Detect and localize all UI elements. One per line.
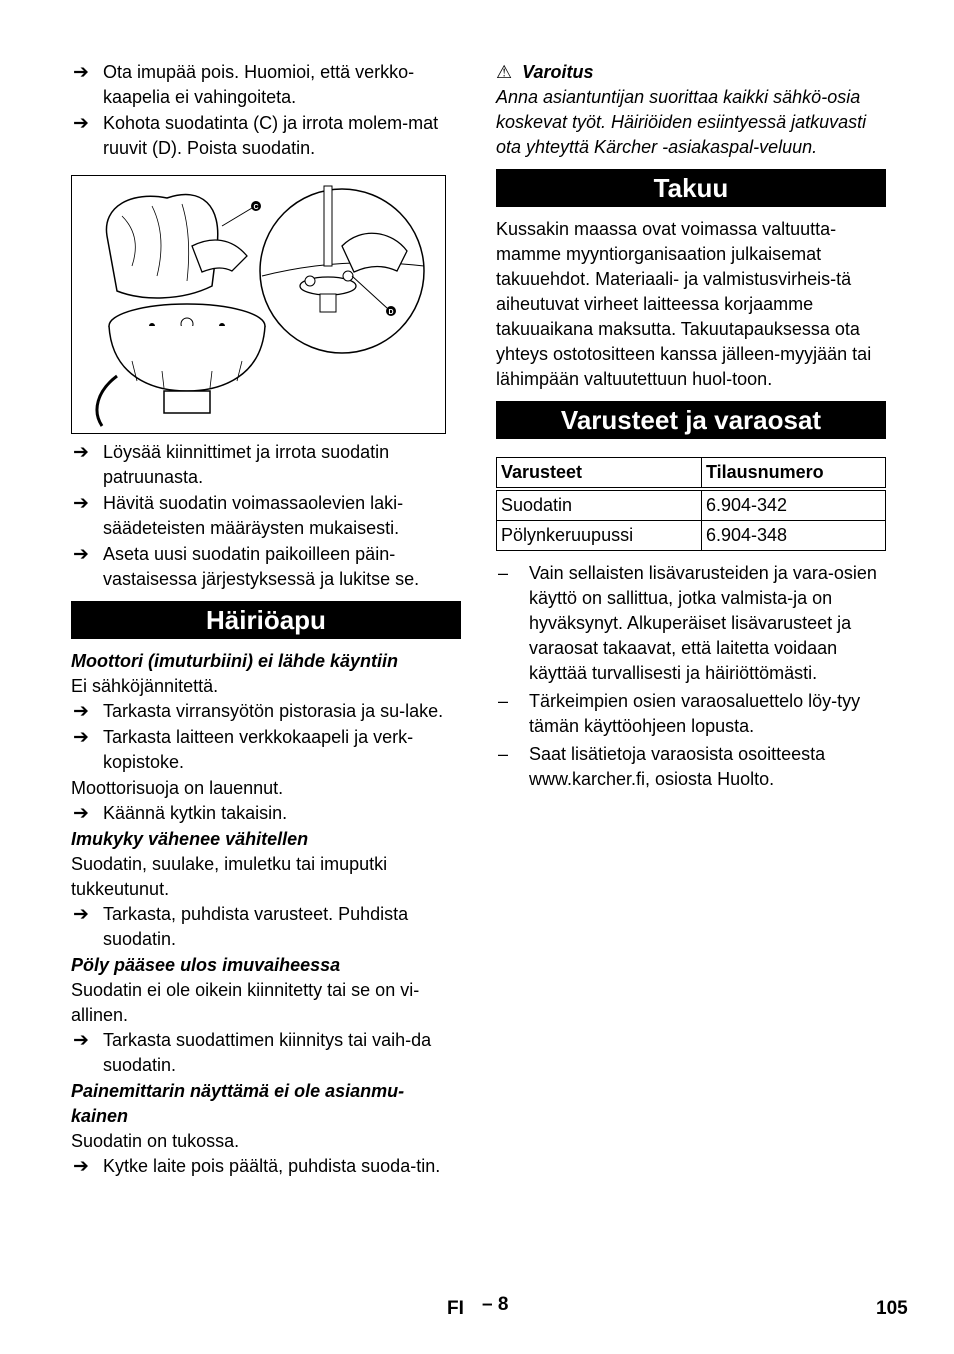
dash-bullet: – (498, 563, 509, 583)
dash-bullet: – (498, 691, 509, 711)
fault-cause: Suodatin on tukossa. (71, 1131, 240, 1151)
instruction-step: ➔ Kohota suodatinta (C) ja irrota molem-mat ruuvit (D). Poista suodatin. (73, 113, 439, 158)
table-cell: Pölynkeruupussi (497, 521, 702, 551)
footer-language: FI (447, 1298, 464, 1319)
table-header-row (497, 458, 886, 488)
left-column (71, 60, 461, 1180)
arrow-icon: ➔ (73, 803, 89, 824)
section-title-varusteet: Varusteet ja varaosat (496, 401, 886, 439)
table-cell: 6.904-348 (701, 521, 885, 551)
warranty-text: Kussakin maassa ovat voimassa valtuutta-mamme myyntiorganisaation julkaisemat takuuehdot. Materiaali- ja valmistusvirheis-tä aiheutuvat virheet laitteessa korjaamme takuuaikana maksutta. Takuutapauksessa ota yhteys ostotositteen kanssa jälleen-myyjään tai lähimpään valtuutettuun huol-toon. (496, 219, 872, 389)
arrow-icon: ➔ (73, 727, 89, 748)
filter-removal-illustration (71, 175, 446, 434)
fault-heading: Painemittarin näyttämä ei ole asianmu-kainen (71, 1081, 405, 1126)
remedy-step: ➔ Kytke laite pois päältä, puhdista suoda-tin. (73, 1156, 441, 1177)
warning-triangle-icon: ⚠ (496, 62, 513, 82)
instruction-step: ➔ Ota imupää pois. Huomioi, että verkko-kaapelia ei vahingoiteta. (73, 62, 415, 107)
remedy-step: ➔ Tarkasta suodattimen kiinnitys tai vaih-da suodatin. (73, 1030, 432, 1075)
fault-heading: Imukyky vähenee vähitellen (71, 829, 309, 849)
table-cell: Suodatin (497, 491, 702, 521)
footer-page-number: 105 (876, 1298, 908, 1319)
remedy-step: ➔ Tarkasta, puhdista varusteet. Puhdista suodatin. (73, 904, 409, 949)
arrow-icon: ➔ (73, 701, 89, 722)
remedy-step: ➔ Tarkasta virransyötön pistorasia ja su-lake. (73, 701, 444, 722)
remedy-step: ➔ Tarkasta laitteen verkkokaapeli ja verk-kopistoke. (73, 727, 414, 772)
arrow-icon: ➔ (73, 113, 89, 134)
section-title-takuu: Takuu (496, 169, 886, 207)
arrow-icon: ➔ (73, 62, 89, 83)
callout-label-c: C (253, 204, 259, 211)
list-item: – Saat lisätietoja varaosista osoitteesta www.karcher.fi, osiosta Huolto. (498, 744, 826, 789)
table-cell: 6.904-342 (701, 491, 885, 521)
warning-text: Anna asiantuntijan suorittaa kaikki sähkö-osia koskevat työt. Häiriöiden esiintyessä jatkuvasti ota yhteyttä Kärcher -asiakaspal-veluun. (496, 87, 867, 157)
instruction-step: ➔ Löysää kiinnittimet ja irrota suodatin patruunasta. (73, 442, 390, 487)
fault-cause: Suodatin, suulake, imuletku tai imuputki tukkeutunut. (71, 854, 388, 899)
table-row (497, 521, 886, 551)
filter-illustration-svg (72, 176, 445, 433)
arrow-icon: ➔ (73, 904, 89, 925)
remedy-step: ➔ Käännä kytkin takaisin. (73, 803, 288, 824)
instruction-step: ➔ Aseta uusi suodatin paikoilleen päin-vastaisessa järjestyksessä ja lukitse se. (73, 544, 420, 589)
footer-local-page: – 8 (482, 1294, 509, 1315)
arrow-icon: ➔ (73, 442, 89, 463)
table-row (497, 491, 886, 521)
arrow-icon: ➔ (73, 493, 89, 514)
right-column (496, 60, 886, 795)
fault-cause: Ei sähköjännitettä. (71, 676, 219, 696)
callout-label-d: D (388, 309, 394, 316)
table-header-cell: Varusteet (497, 458, 702, 488)
warning-heading: ⚠ Varoitus (496, 62, 594, 82)
table-header-cell: Tilausnumero (701, 458, 885, 488)
arrow-icon: ➔ (73, 1156, 89, 1177)
section-title-hairioapu: Häiriöapu (71, 601, 461, 639)
parts-table (496, 457, 886, 551)
arrow-icon: ➔ (73, 544, 89, 565)
fault-cause: Suodatin ei ole oikein kiinnitetty tai se on vi-allinen. (71, 980, 420, 1025)
list-item: – Tärkeimpien osien varaosaluettelo löy-tyy tämän käyttöohjeen lopusta. (498, 691, 861, 736)
list-item: – Vain sellaisten lisävarusteiden ja vara-osien käyttö on sallittua, jotka valmista-ja on hyväksynyt. Alkuperäiset lisävarusteet ja varaosat takaavat, että laitetta voidaan käyttää turvallisesti ja häiriöttömästi. (498, 563, 877, 683)
dash-bullet: – (498, 744, 509, 764)
fault-heading: Pöly pääsee ulos imuvaiheessa (71, 955, 341, 975)
arrow-icon: ➔ (73, 1030, 89, 1051)
instruction-step: ➔ Hävitä suodatin voimassaolevien laki-säädeteisten määräysten mukaisesti. (73, 493, 404, 538)
fault-heading: Moottori (imuturbiini) ei lähde käyntiin (71, 651, 398, 671)
fault-cause: Moottorisuoja on lauennut. (71, 778, 284, 798)
